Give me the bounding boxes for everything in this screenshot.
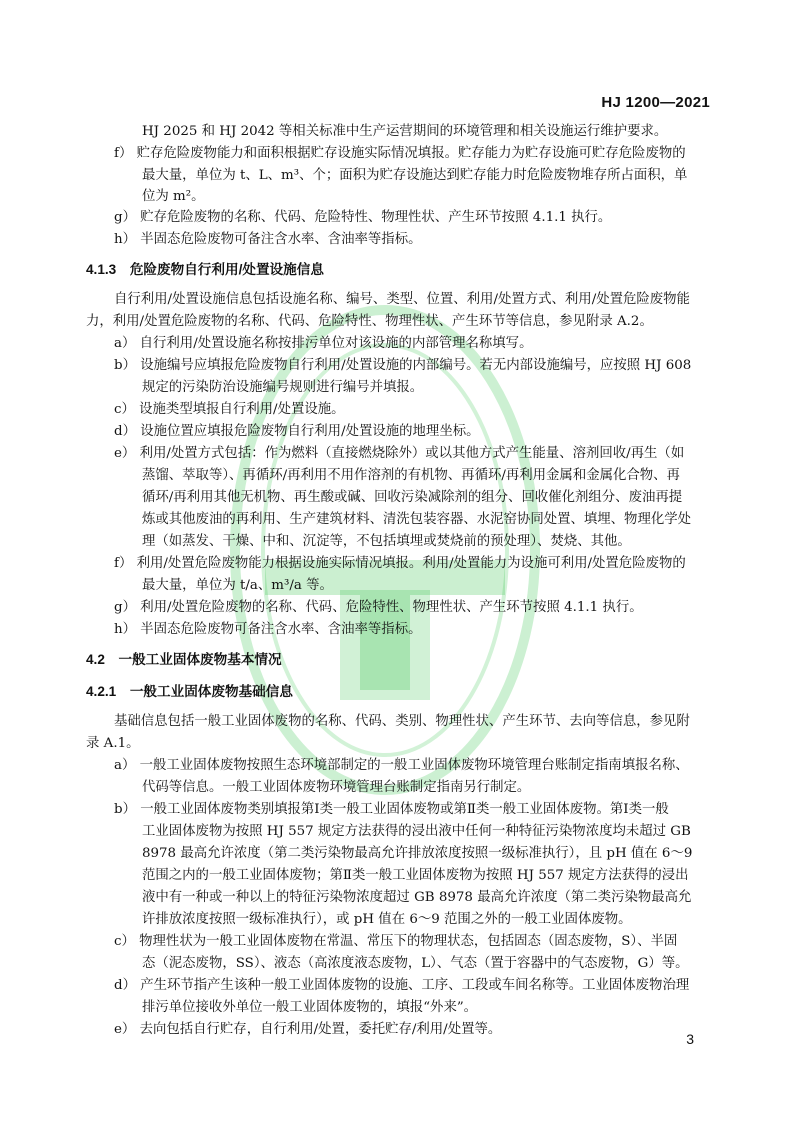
text-line: 蒸馏、萃取等）、再循环/再利用不用作溶剂的有机物、再循环/再利用金属和金属化合物、再 — [142, 468, 680, 483]
text-line: 理（如蒸发、干燥、中和、沉淀等，不包括填埋或焚烧前的预处理）、焚烧、其他。 — [142, 534, 631, 549]
text-line: 液中有一种或一种以上的特征污染物浓度超过 GB 8978 最高允许浓度（第二类污染物最高允 — [142, 890, 692, 905]
text-line: c） 物理性状为一般工业固体废物在常温、常压下的物理状态，包括固态（固态废物，S）、半固 — [114, 934, 678, 949]
text-line: e） 利用/处置方式包括：作为燃料（直接燃烧除外）或以其他方式产生能量、溶剂回收/再生（如 — [114, 446, 685, 461]
text-line: 炼或其他废油的再利用、生产建筑材料、清洗包装容器、水泥窑协同处置、填埋、物理化学处 — [142, 512, 692, 527]
text-line: 态（泥态废物，SS）、液态（高浓度液态废物，L）、气态（置于容器中的气态废物，G）等。 — [142, 956, 689, 971]
text-line: a） 一般工业固体废物按照生态环境部制定的一般工业固体废物环境管理台账制定指南填报名称、 — [114, 758, 689, 773]
text-line: f） 利用/处置危险废物能力根据设施实际情况填报。利用/处置能力为设施可利用/处置危险废物的 — [114, 556, 686, 571]
text-line: 基础信息包括一般工业固体废物的名称、代码、类别、物理性状、产生环节、去向等信息，参见附 — [114, 714, 690, 729]
section-heading: 4.2 一般工业固体废物基本情况 — [86, 652, 282, 667]
text-line: 工业固体废物为按照 HJ 557 规定方法获得的浸出液中任何一种特征污染物浓度均未超过 GB — [142, 824, 691, 839]
header-code: HJ 1200—2021 — [601, 94, 710, 111]
text-line: 范围之内的一般工业固体废物；第Ⅱ类一般工业固体废物为按照 HJ 557 规定方法获得的浸出 — [142, 868, 689, 883]
text-line: d） 设施位置应填报危险废物自行利用/处置设施的地理坐标。 — [114, 424, 480, 439]
text-line: f） 贮存危险废物能力和面积根据贮存设施实际情况填报。贮存能力为贮存设施可贮存危险废物的 — [114, 146, 686, 161]
text-line: e） 去向包括自行贮存，自行利用/处置，委托贮存/利用/处置等。 — [114, 1022, 502, 1037]
text-line: 8978 最高允许浓度（第二类污染物最高允许排放浓度按照一级标准执行），且 pH 值在 6～9 — [142, 846, 693, 861]
text-line: g） 贮存危险废物的名称、代码、危险特性、物理性状、产生环节按照 4.1.1 执行。 — [114, 210, 612, 225]
text-line: 位为 m²。 — [142, 189, 205, 204]
text-line: 录 A.1。 — [86, 736, 140, 751]
text-line: h） 半固态危险废物可备注含水率、含油率等指标。 — [114, 622, 422, 637]
text-line: b） 设施编号应填报危险废物自行利用/处置设施的内部编号。若无内部设施编号，应按照 HJ 608 — [114, 358, 692, 373]
text-line: HJ 2025 和 HJ 2042 等相关标准中生产运营期间的环境管理和相关设施运行维护要求。 — [142, 124, 668, 139]
text-line: 最大量，单位为 t/a、m³/a 等。 — [142, 578, 333, 593]
text-line: 最大量，单位为 t、L、m³、个；面积为贮存设施达到贮存能力时危险废物堆存所占面积，单 — [142, 168, 688, 183]
text-line: a） 自行利用/处置设施名称按排污单位对该设施的内部管理名称填写。 — [114, 336, 533, 351]
text-line: h） 半固态危险废物可备注含水率、含油率等指标。 — [114, 232, 422, 247]
text-line: 循环/再利用其他无机物、再生酸或碱、回收污染减除剂的组分、回收催化剂组分、废油再提 — [142, 490, 683, 505]
text-line: g） 利用/处置危险废物的名称、代码、危险特性、物理性状、产生环节按照 4.1.1 执行。 — [114, 600, 643, 615]
text-line: 许排放浓度按照一级标准执行），或 pH 值在 6～9 范围之外的一般工业固体废物。 — [142, 912, 632, 927]
section-heading: 4.1.3 危险废物自行利用/处置设施信息 — [86, 262, 324, 277]
section-heading: 4.2.1 一般工业固体废物基础信息 — [86, 684, 293, 699]
text-line: 力，利用/处置危险废物的名称、代码、危险特性、物理性状、产生环节等信息，参见附录 A.2。 — [86, 314, 653, 329]
text-line: b） 一般工业固体废物类别填报第Ⅰ类一般工业固体废物或第Ⅱ类一般工业固体废物。第Ⅰ类一般 — [114, 802, 669, 817]
text-line: d） 产生环节指产生该种一般工业固体废物的设施、工序、工段或车间名称等。工业固体废物治理 — [114, 978, 690, 993]
text-line: 自行利用/处置设施信息包括设施名称、编号、类型、位置、利用/处置方式、利用/处置危险废物能 — [114, 292, 690, 307]
text-line: c） 设施类型填报自行利用/处置设施。 — [114, 402, 345, 417]
text-line: 代码等信息。一般工业固体废物环境管理台账制定指南另行制定。 — [142, 780, 531, 795]
text-line: 规定的污染防治设施编号规则进行编号并填报。 — [142, 380, 424, 395]
page-number: 3 — [686, 1031, 694, 1047]
text-line: 排污单位接收外单位一般工业固体废物的，填报“外来”。 — [142, 1000, 478, 1015]
